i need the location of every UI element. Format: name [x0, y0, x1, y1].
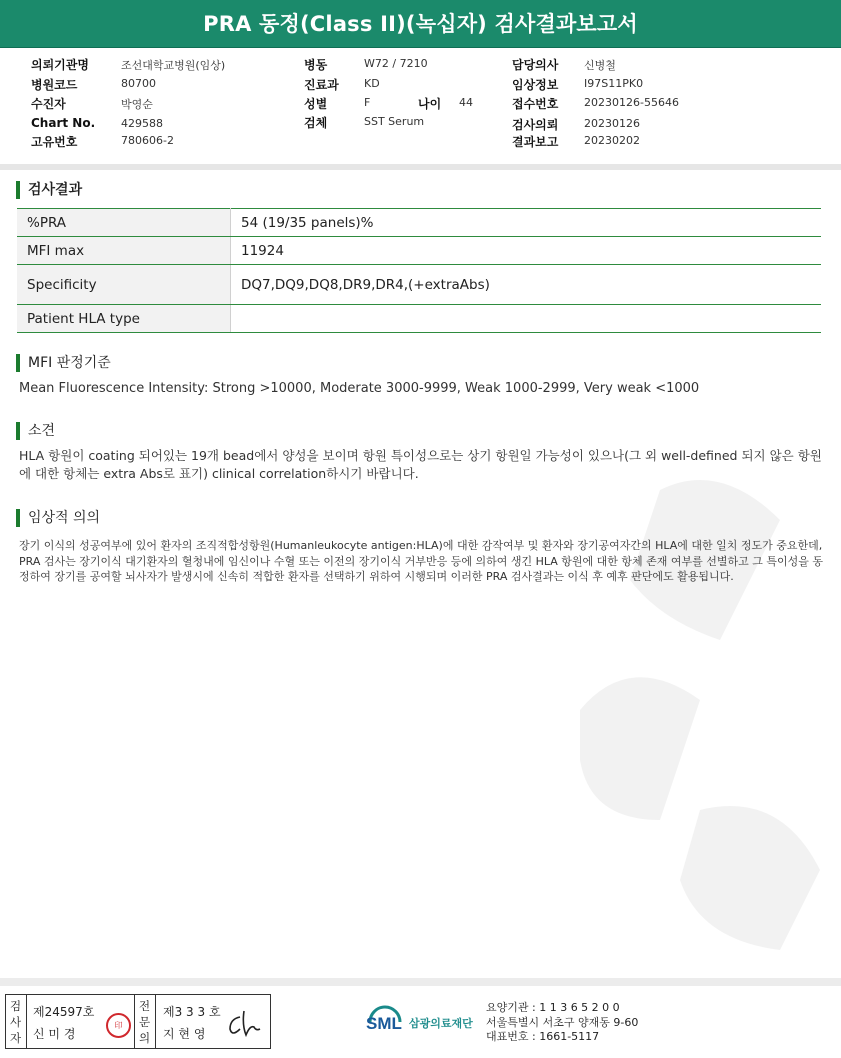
result-value: DQ7,DQ9,DQ8,DR9,DR4,(+extraAbs): [231, 265, 822, 305]
info-value: 80700: [121, 77, 156, 90]
address-line: 요양기관 : 1 1 3 6 5 2 0 0: [486, 1001, 620, 1014]
approver-label-char: 문: [139, 1015, 151, 1029]
info-value: 44: [459, 96, 473, 109]
approver-license-number: 제3 3 3 호: [163, 1005, 221, 1019]
inspector-label-column: [6, 995, 27, 1048]
info-value: 20230202: [584, 134, 640, 147]
signature-box: [5, 994, 271, 1049]
result-value: 54 (19/35 panels)%: [231, 209, 822, 237]
report-title: PRA 동정(Class II)(녹십자) 검사결과보고서: [203, 12, 638, 36]
sml-logo-icon: [364, 1002, 486, 1042]
info-label: 병동: [304, 58, 328, 72]
info-label: 담당의사: [512, 58, 559, 72]
info-label: 의뢰기관명: [31, 58, 89, 72]
table-row: [17, 265, 821, 305]
inspector-label-char: 사: [10, 1015, 22, 1029]
handwritten-signature: [226, 1009, 264, 1039]
info-label: 결과보고: [512, 135, 559, 149]
section-heading-results: 검사결과: [16, 181, 82, 199]
info-value: 20230126: [584, 117, 640, 130]
section-heading-mfi: MFI 판정기준: [16, 354, 111, 372]
info-value: 429588: [121, 117, 163, 130]
table-row: [17, 237, 821, 265]
finding-text: HLA 항원이 coating 되어있는 19개 bead에서 양성을 보이며 항원 특이성으로는 상기 항원일 가능성이 있으나(그 외 well-defined 되지 않은 항원에 대한 항체는 extra Abs로 표기) clinical correlation하시기 바랍니다.: [19, 448, 822, 481]
approver-label-column: [134, 995, 156, 1048]
info-label: 나이: [418, 97, 442, 111]
info-label: 검체: [304, 116, 328, 130]
info-value: I97S11PK0: [584, 77, 644, 90]
institution-logo: [364, 1002, 486, 1046]
report-header: [0, 0, 841, 48]
info-value: W72 / 7210: [364, 57, 428, 70]
inspector-name: 신 미 경: [33, 1027, 76, 1041]
result-key: Specificity: [17, 265, 231, 305]
info-label: 고유번호: [31, 135, 78, 149]
info-value: KD: [364, 77, 380, 90]
clinical-text: 장기 이식의 성공여부에 있어 환자의 조직적합성항원(Humanleukocyte antigen:HLA)에 대한 감작여부 및 환자와 장기공여자간의 HLA에 대한 일치 정도가 중요한데, PRA 검사는 장기이식 대기환자의 혈청내에 임신이나 수혈 또는 이전의 장기이식 거부반응 등에 의하여 생긴 HLA 항원에 대한 항체 존재 여부를 선별하고 그 특이성을 동정하여 장기를 공여할 뇌사자가 발생시에 신속히 적합한 환자를 선택하기 위하여 시행되며 이러한 PRA 검사결과는 이식 후 예후 판단에도 활용됩니다.: [19, 539, 824, 583]
address-line: 대표번호 : 1661-5117: [486, 1030, 600, 1043]
info-value: 조선대학교병원(임상): [121, 59, 226, 72]
mfi-criteria-text: Mean Fluorescence Intensity: Strong >10000, Moderate 3000-9999, Weak 1000-2999, Very weak <1000: [19, 381, 700, 396]
results-table: [17, 208, 821, 333]
table-row: [17, 209, 821, 237]
result-value: 11924: [231, 237, 822, 265]
info-label: Chart No.: [31, 116, 96, 130]
table-row: [17, 305, 821, 333]
info-value: 780606-2: [121, 134, 174, 147]
info-label: 성별: [304, 97, 328, 111]
footer-divider: [0, 978, 841, 986]
section-heading-finding: 소견: [16, 422, 55, 440]
info-value: 신병철: [584, 59, 616, 72]
approver-name: 지 현 영: [163, 1027, 206, 1041]
institution-address: [486, 1001, 638, 1045]
patient-info: [0, 56, 841, 156]
logo-mark: SML: [366, 1014, 402, 1033]
result-key: Patient HLA type: [17, 305, 231, 333]
info-value: 20230126-55646: [584, 96, 679, 109]
result-key: %PRA: [17, 209, 231, 237]
seal-stamp: 印: [106, 1013, 131, 1038]
info-value: SST Serum: [364, 115, 425, 128]
address-line: 서울특별시 서초구 양재동 9-60: [486, 1015, 639, 1029]
info-label: 검사의뢰: [512, 118, 559, 132]
divider: [0, 164, 841, 170]
inspector-license-number: 제24597호: [33, 1005, 95, 1019]
inspector-label-char: 검: [10, 999, 22, 1013]
info-value: F: [364, 96, 371, 109]
info-label: 접수번호: [512, 97, 559, 111]
info-label: 수진자: [31, 97, 66, 111]
watermark-graphic: [540, 450, 840, 970]
info-label: 임상정보: [512, 78, 559, 92]
info-label: 진료과: [304, 78, 339, 92]
approver-label-char: 전: [139, 999, 151, 1013]
info-label: 병원코드: [31, 78, 78, 92]
info-value: 박영순: [121, 98, 153, 111]
approver-label-char: 의: [139, 1031, 151, 1045]
result-key: MFI max: [17, 237, 231, 265]
inspector-label-char: 자: [10, 1031, 22, 1045]
logo-name: 삼광의료재단: [409, 1017, 473, 1030]
result-value: [231, 305, 822, 333]
section-heading-clinical: 임상적 의의: [16, 509, 100, 527]
